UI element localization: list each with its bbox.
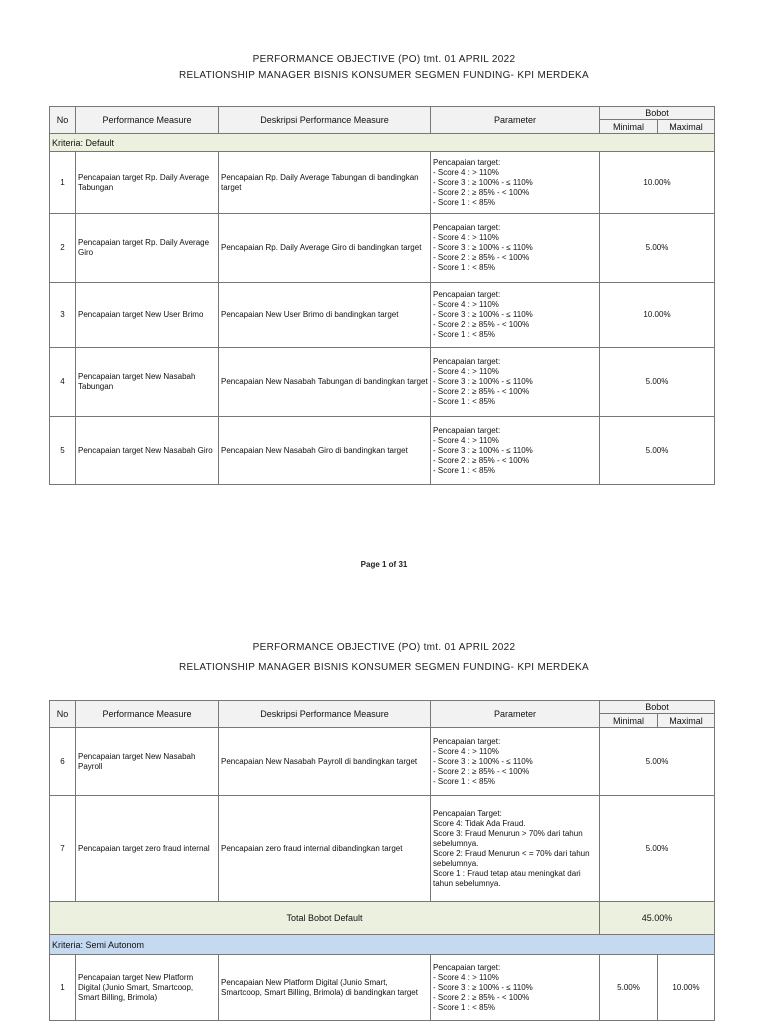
measure-description: Pencapaian Rp. Daily Average Tabungan di bandingkan target [219,152,431,214]
row-number: 2 [50,214,76,283]
document-subtitle: RELATIONSHIP MANAGER BISNIS KONSUMER SEGMEN FUNDING- KPI MERDEKA [179,662,589,673]
kpi-table [49,106,715,485]
parameter-line: - Score 2 : ≥ 85% - < 100% [433,253,530,262]
parameter-line: - Score 4 : > 110% [433,233,499,242]
measure-description: Pencapaian Rp. Daily Average Giro di bandingkan target [219,214,431,283]
row-number: 1 [50,152,76,214]
parameter-line: - Score 2 : ≥ 85% - < 100% [433,766,530,776]
col-header-desc: Deskripsi Performance Measure [219,701,431,728]
parameter-line: - Score 4 : > 110% [433,435,499,445]
table-row [50,417,715,485]
bobot-value: 5.00% [600,728,715,796]
parameter-list [431,283,600,348]
parameter-line: - Score 1 : < 85% [433,197,496,207]
performance-measure: Pencapaian target Rp. Daily Average Giro [76,214,219,283]
performance-measure: Pencapaian target New User Brimo [76,283,219,348]
parameter-list [431,348,600,417]
parameter-line: Score 4: Tidak Ada Fraud. [433,818,526,828]
total-row [50,902,715,935]
criteria-row: Kriteria: Semi Autonom [50,935,715,955]
bobot-value: 10.00% [600,283,715,348]
parameter-list [431,728,600,796]
parameter-line: - Score 3 : ≥ 100% - ≤ 110% [433,377,533,386]
parameter-list [431,214,600,283]
row-number: 4 [50,348,76,417]
parameter-line: Pencapaian target: [433,425,501,435]
parameter-list [431,152,600,214]
measure-description: Pencapaian New Nasabah Payroll di bandingkan target [219,728,431,796]
page-number: Page 1 of 31 [360,560,408,569]
parameter-line: - Score 2 : ≥ 85% - < 100% [433,387,530,396]
parameter-line: Pencapaian target: [433,736,501,746]
document-title: PERFORMANCE OBJECTIVE (PO) tmt. 01 APRIL 2022 [252,54,516,65]
performance-measure: Pencapaian target Rp. Daily Average Tabungan [76,152,219,214]
parameter-line: Pencapaian target: [433,962,501,972]
parameter-line: Pencapaian target: [433,357,501,366]
parameter-line: Score 3: Fraud Menurun > 70% dari tahun sebelumnya. [433,828,583,848]
measure-description: Pencapaian New Nasabah Giro di bandingkan target [219,417,431,485]
parameter-line: - Score 3 : ≥ 100% - ≤ 110% [433,243,533,252]
parameter-line: - Score 4 : > 110% [433,167,499,177]
col-header-desc: Deskripsi Performance Measure [219,107,431,134]
bobot-value: 5.00% [600,348,715,417]
parameter-line: - Score 2 : ≥ 85% - < 100% [433,992,530,1002]
row-number: 1 [50,955,76,1021]
col-header-min: Minimal [600,120,658,134]
col-header-no: No [50,107,76,134]
measure-description: Pencapaian zero fraud internal dibandingkan target [219,796,431,902]
parameter-line: - Score 1 : < 85% [433,330,496,339]
bobot-minimal: 5.00% [600,955,658,1021]
col-header-param: Parameter [431,701,600,728]
row-number: 7 [50,796,76,902]
performance-measure: Pencapaian target zero fraud internal [76,796,219,902]
parameter-line: Score 1 : Fraud tetap atau meningkat dari tahun sebelumnya. [433,868,581,888]
parameter-line: Score 2: Fraud Menurun < = 70% dari tahun sebelumnya. [433,848,590,868]
parameter-line: Pencapaian target: [433,223,501,232]
parameter-line: - Score 4 : > 110% [433,746,499,756]
total-value: 45.00% [600,902,715,935]
parameter-line: - Score 3 : ≥ 100% - ≤ 110% [433,756,533,766]
col-header-max: Maximal [658,714,715,728]
parameter-line: - Score 1 : < 85% [433,263,496,272]
col-header-measure: Performance Measure [76,701,219,728]
performance-measure: Pencapaian target New Nasabah Payroll [76,728,219,796]
measure-description: Pencapaian New User Brimo di bandingkan target [219,283,431,348]
col-header-no: No [50,701,76,728]
parameter-line: Pencapaian target: [433,157,501,167]
parameter-line: - Score 2 : ≥ 85% - < 100% [433,187,530,197]
col-header-min: Minimal [600,714,658,728]
criteria-row: Kriteria: Default [50,134,715,152]
parameter-line: - Score 3 : ≥ 100% - ≤ 110% [433,982,533,992]
bobot-value: 5.00% [600,417,715,485]
parameter-line: - Score 2 : ≥ 85% - < 100% [433,320,530,329]
table-row [50,728,715,796]
parameter-line: - Score 4 : > 110% [433,300,499,309]
row-number: 6 [50,728,76,796]
bobot-value: 10.00% [600,152,715,214]
parameter-line: - Score 2 : ≥ 85% - < 100% [433,455,530,465]
parameter-list [431,796,600,902]
bobot-value: 5.00% [600,796,715,902]
parameter-line: - Score 4 : > 110% [433,972,499,982]
total-label: Total Bobot Default [50,902,600,935]
parameter-line: - Score 3 : ≥ 100% - ≤ 110% [433,177,533,187]
row-number: 3 [50,283,76,348]
document-title: PERFORMANCE OBJECTIVE (PO) tmt. 01 APRIL 2022 [252,642,516,653]
performance-measure: Pencapaian target New Platform Digital (Junio Smart, Smartcoop, Smart Billing, Brimola) [76,955,219,1021]
document-subtitle: RELATIONSHIP MANAGER BISNIS KONSUMER SEGMEN FUNDING- KPI MERDEKA [179,70,589,81]
kpi-table [49,700,715,1021]
col-header-param: Parameter [431,107,600,134]
col-header-bobot: Bobot [600,107,715,120]
bobot-value: 5.00% [600,214,715,283]
parameter-line: Pencapaian target: [433,290,501,299]
parameter-line: - Score 1 : < 85% [433,465,496,475]
col-header-bobot: Bobot [600,701,715,714]
parameter-line: - Score 3 : ≥ 100% - ≤ 110% [433,445,533,455]
table-row [50,796,715,902]
row-number: 5 [50,417,76,485]
measure-description: Pencapaian New Platform Digital (Junio Smart, Smartcoop, Smart Billing, Brimola) di bandingkan target [219,955,431,1021]
col-header-measure: Performance Measure [76,107,219,134]
parameter-line: - Score 1 : < 85% [433,776,496,786]
table-row [50,955,715,1021]
table-row [50,283,715,348]
parameter-list [431,417,600,485]
parameter-line: - Score 4 : > 110% [433,367,499,376]
parameter-list [431,955,600,1021]
parameter-line: Pencapaian Target: [433,808,502,818]
parameter-line: - Score 3 : ≥ 100% - ≤ 110% [433,310,533,319]
table-row [50,214,715,283]
performance-measure: Pencapaian target New Nasabah Tabungan [76,348,219,417]
performance-measure: Pencapaian target New Nasabah Giro [76,417,219,485]
table-row [50,152,715,214]
table-row [50,348,715,417]
bobot-maximal: 10.00% [658,955,715,1021]
parameter-line: - Score 1 : < 85% [433,1002,496,1012]
parameter-line: - Score 1 : < 85% [433,397,496,406]
measure-description: Pencapaian New Nasabah Tabungan di bandingkan target [219,348,431,417]
col-header-max: Maximal [658,120,715,134]
